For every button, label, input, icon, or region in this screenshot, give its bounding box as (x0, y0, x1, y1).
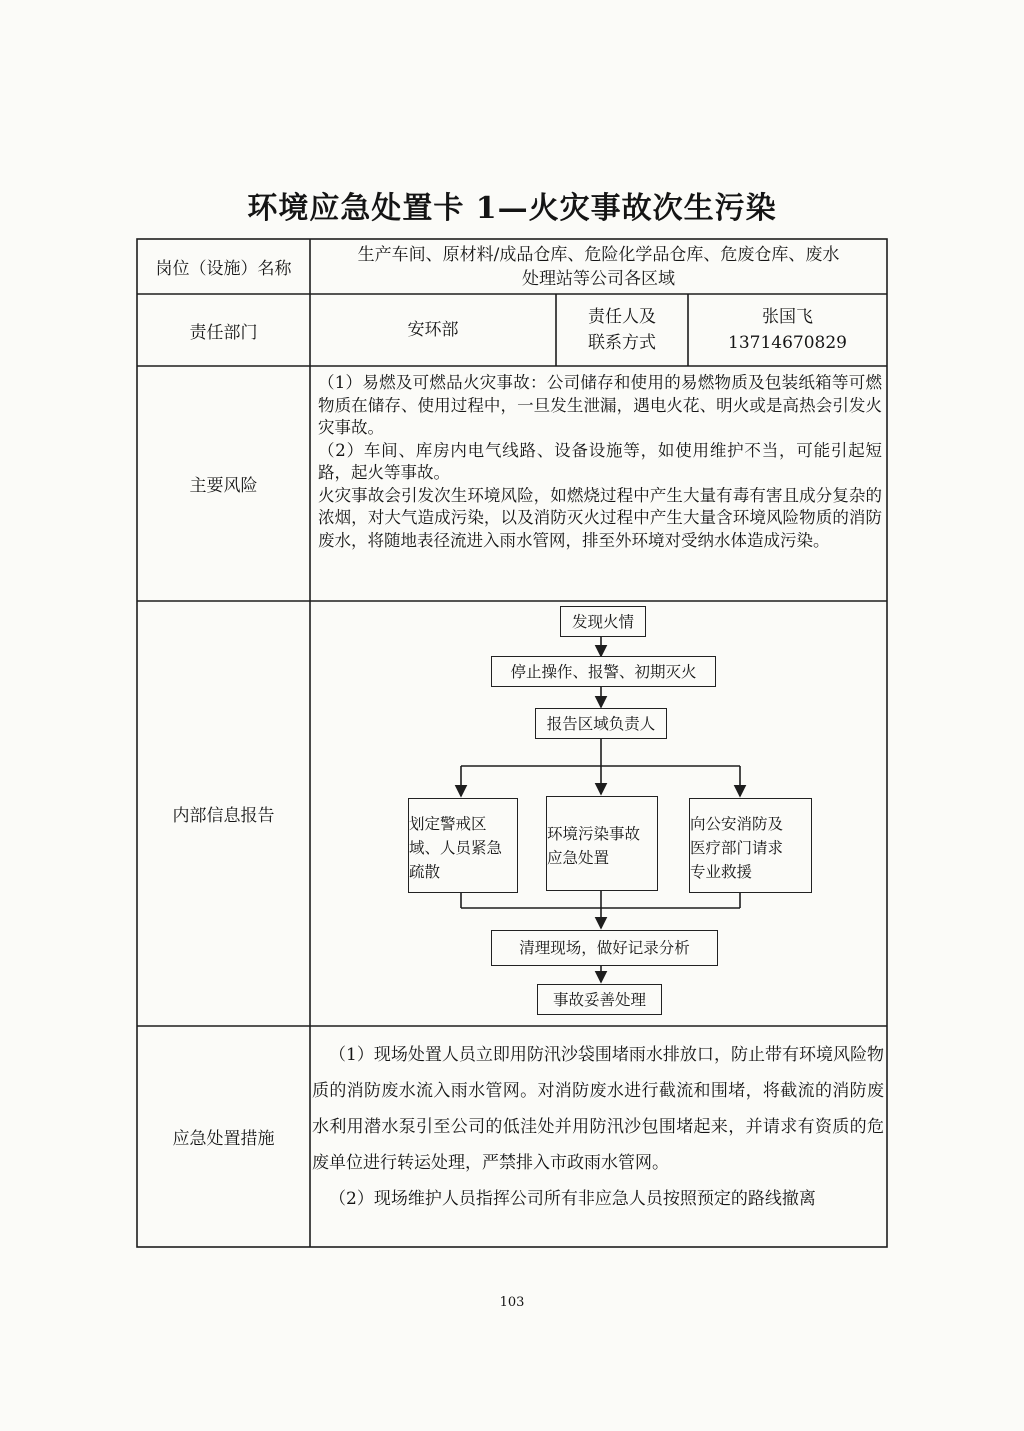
person-label-line-1: 责任人及 (588, 307, 656, 327)
flow-step-report: 报告区域负责人 (535, 708, 667, 739)
branch-mid-line-2: 应急处置 (547, 848, 610, 867)
branch-right-line-2: 医疗部门请求 (690, 838, 784, 857)
flow-branch-request-rescue (689, 798, 812, 893)
branch-right-line-1: 向公安消防及 (690, 814, 784, 833)
measures-paragraph-2: （2）现场维护人员指挥公司所有非应急人员按照预定的路线撤离 (329, 1189, 816, 1209)
risk-paragraph-1: （1）易燃及可燃品火灾事故：公司储存和使用的易燃物质及包装纸箱等可燃物质在储存、使用过程中，一旦发生泄漏，遇电火花、明火或是高热会引发火灾事故。 (318, 373, 882, 437)
flow-step-stop-alarm: 停止操作、报警、初期灭火 (491, 656, 716, 687)
flow-step-cleanup: 清理现场，做好记录分析 (491, 930, 718, 966)
measures-label: 应急处置措施 (172, 1129, 275, 1149)
branch-mid-line-1: 环境污染事故 (547, 824, 641, 843)
dept-label: 责任部门 (189, 322, 258, 343)
measures-paragraph-1: （1）现场处置人员立即用防汛沙袋围堵雨水排放口，防止带有环境风险物质的消防废水流入雨水管网。对消防废水进行截流和围堵，将截流的消防废水利用潜水泵引至公司的低洼处并用防汛沙包围堵起来，并请求有资质的危废单位进行转运处理，严禁排入市政雨水管网。 (312, 1045, 884, 1173)
page-title: 环境应急处置卡 1—火灾事故次生污染 (247, 191, 777, 226)
person-name: 张国飞 (762, 307, 813, 327)
post-value-line-2: 处理站等公司各区域 (522, 268, 675, 289)
flow-step-resolve: 事故妥善处理 (537, 984, 662, 1015)
measures-content (312, 1037, 884, 1217)
flow-step-discover-fire: 发现火情 (560, 606, 646, 637)
risk-label: 主要风险 (189, 476, 258, 496)
branch-left-line-2: 域、人员紧急 (409, 838, 503, 857)
post-label: 岗位（设施）名称 (155, 259, 292, 279)
branch-left-line-3: 疏散 (409, 862, 441, 881)
risk-paragraph-3: 火灾事故会引发次生环境风险，如燃烧过程中产生大量有毒有害且成分复杂的浓烟，对大气造成污染，以及消防灭火过程中产生大量含环境风险物质的消防废水，将随地表径流进入雨水管网，排至外环境对受纳水体造成污染。 (318, 485, 882, 550)
person-phone: 13714670829 (728, 333, 847, 353)
branch-left-line-1: 划定警戒区 (409, 814, 487, 833)
post-value-line-1: 生产车间、原材料/成品仓库、危险化学品仓库、危废仓库、废水 (357, 244, 840, 265)
branch-right-line-3: 专业救援 (690, 862, 753, 881)
person-label-line-2: 联系方式 (588, 333, 656, 353)
dept-value: 安环部 (407, 320, 459, 340)
flow-branch-env-response (546, 796, 658, 891)
report-label: 内部信息报告 (172, 806, 275, 826)
risk-paragraph-2: （2）车间、库房内电气线路、设备设施等，如使用维护不当，可能引起短路，起火等事故。 (318, 440, 882, 482)
page-number: 103 (499, 1295, 525, 1310)
flow-branch-evacuate (408, 798, 518, 893)
